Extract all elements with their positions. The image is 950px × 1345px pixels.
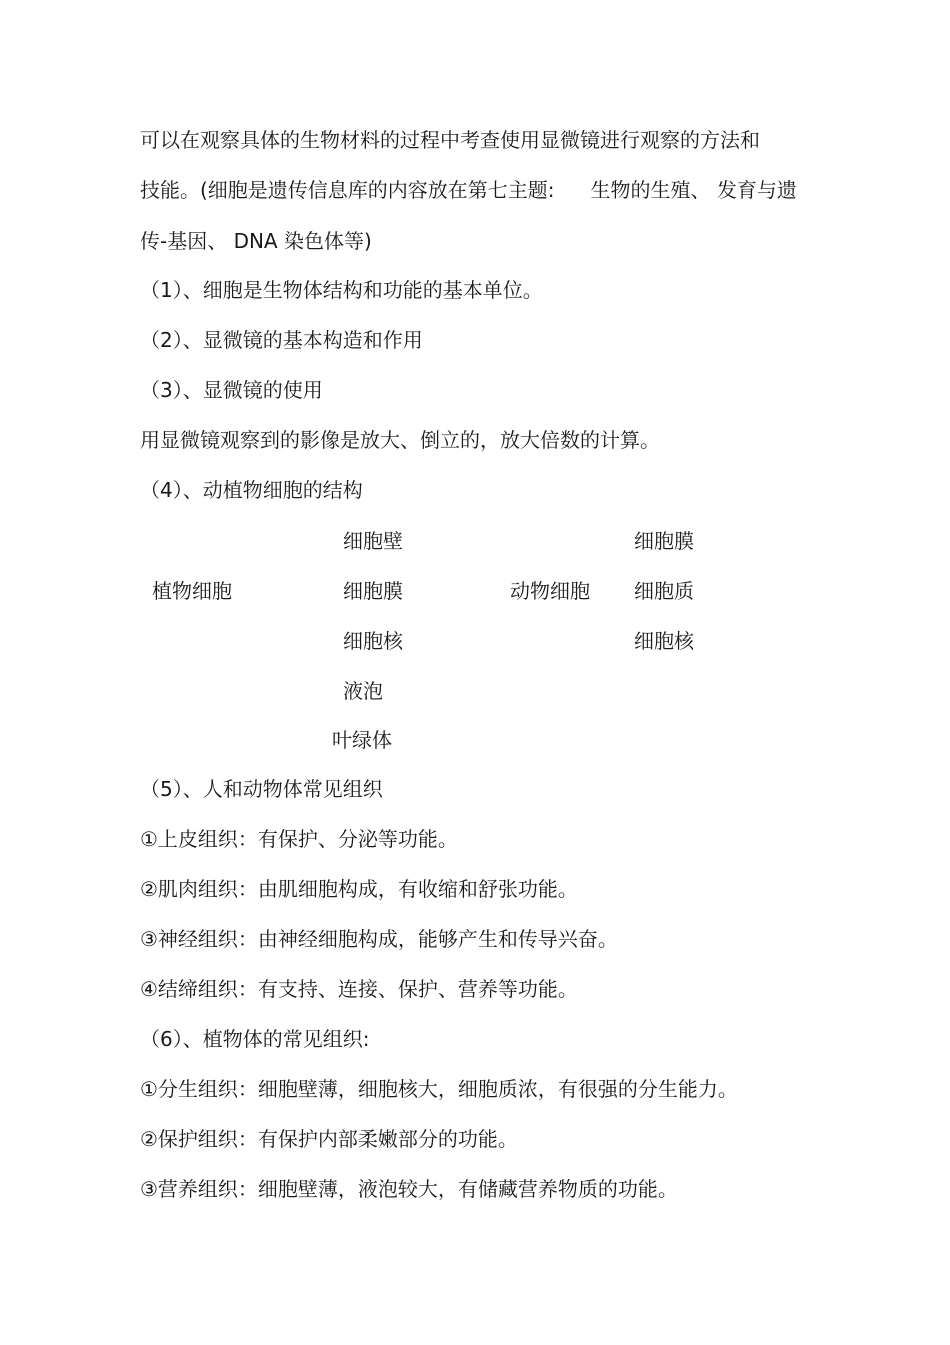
intro-line-3: 传-基因、 DNA 染色体等) <box>140 229 372 253</box>
plant-part-cell-wall: 细胞壁 <box>343 529 403 553</box>
animal-tissue-item: ②肌肉组织：由肌细胞构成，有收缩和舒张功能。 <box>140 877 578 901</box>
animal-part-nucleus: 细胞核 <box>634 629 694 653</box>
section-1-heading: （1）、细胞是生物体结构和功能的基本单位。 <box>140 278 543 302</box>
animal-part-cytoplasm: 细胞质 <box>634 579 694 603</box>
animal-tissue-item: ④结缔组织：有支持、连接、保护、营养等功能。 <box>140 977 578 1001</box>
plant-cell-label: 植物细胞 <box>152 579 232 603</box>
plant-tissue-item: ②保护组织：有保护内部柔嫩部分的功能。 <box>140 1127 518 1151</box>
section-3-text: 用显微镜观察到的影像是放大、倒立的，放大倍数的计算。 <box>140 428 660 452</box>
section-4-heading: （4）、动植物细胞的结构 <box>140 478 363 502</box>
plant-tissue-item: ①分生组织：细胞壁薄，细胞核大，细胞质浓，有很强的分生能力。 <box>140 1077 738 1101</box>
animal-tissue-item: ①上皮组织：有保护、分泌等功能。 <box>140 827 458 851</box>
section-5-heading: （5）、人和动物体常见组织 <box>140 777 383 801</box>
intro-line-2 <box>140 178 797 202</box>
animal-part-cell-membrane: 细胞膜 <box>634 529 694 553</box>
animal-tissue-item: ③神经组织：由神经细胞构成，能够产生和传导兴奋。 <box>140 927 618 951</box>
plant-part-cell-membrane: 细胞膜 <box>343 579 403 603</box>
plant-part-vacuole: 液泡 <box>343 679 383 703</box>
intro-line-2-part-b: 生物的生殖、 发育与遗 <box>590 178 797 202</box>
intro-line-2-part-a: 技能。(细胞是遗传信息库的内容放在第七主题: <box>140 178 555 202</box>
plant-tissue-item: ③营养组织：细胞壁薄，液泡较大，有储藏营养物质的功能。 <box>140 1177 678 1201</box>
section-3-heading: （3）、显微镜的使用 <box>140 378 323 402</box>
plant-part-nucleus: 细胞核 <box>343 629 403 653</box>
intro-line-1: 可以在观察具体的生物材料的过程中考查使用显微镜进行观察的方法和 <box>140 128 760 152</box>
plant-part-chloroplast: 叶绿体 <box>332 728 392 752</box>
animal-cell-label: 动物细胞 <box>510 579 590 603</box>
section-6-heading: （6）、植物体的常见组织: <box>140 1027 370 1051</box>
section-2-heading: （2）、显微镜的基本构造和作用 <box>140 328 423 352</box>
